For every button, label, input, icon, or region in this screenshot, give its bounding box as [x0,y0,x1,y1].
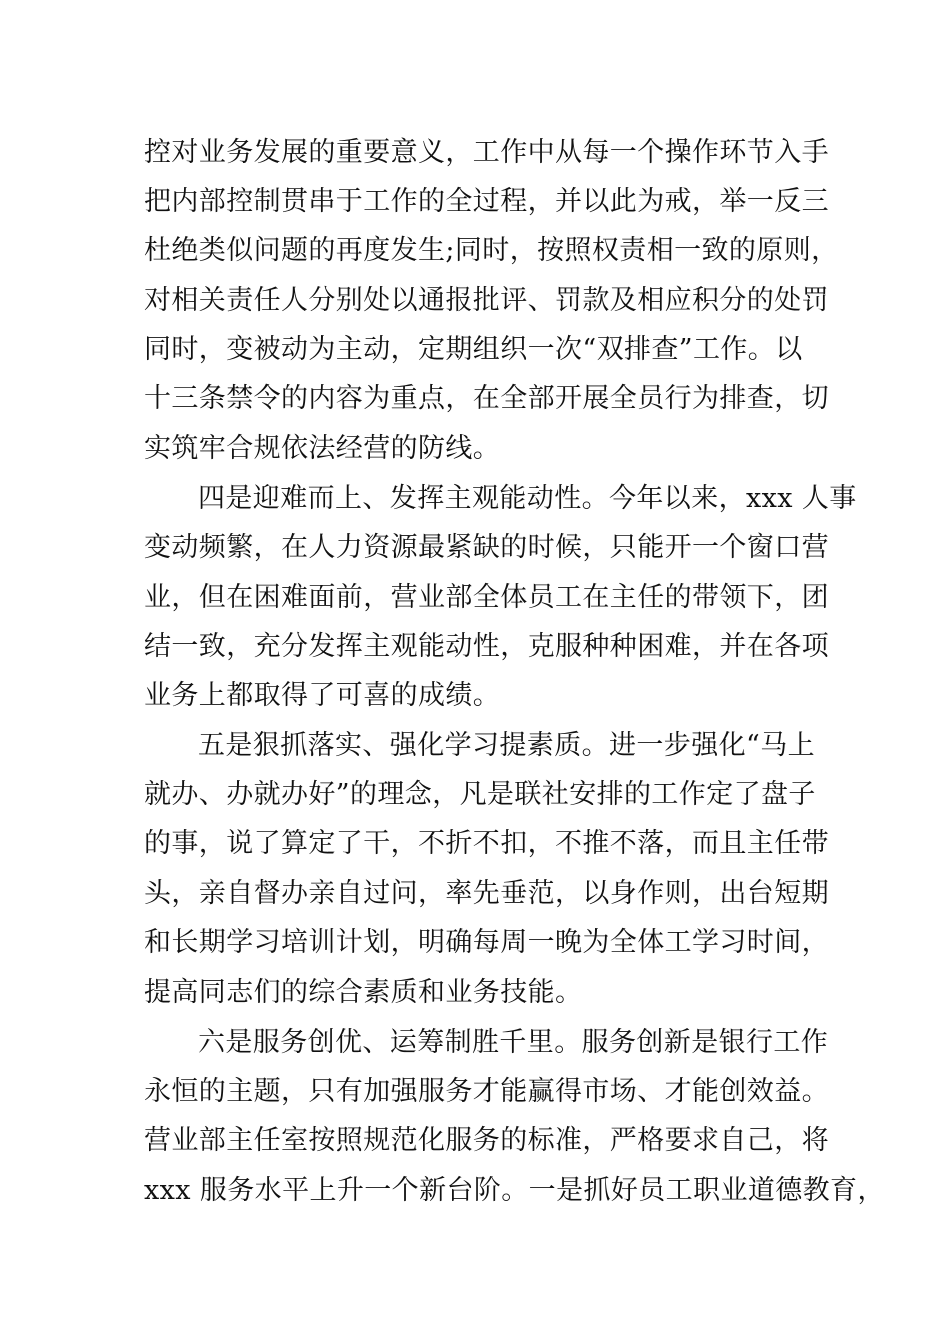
text-line: 的事，说了算定了干，不折不扣，不推不落，而且主任带 [144,828,829,859]
text-line: 控对业务发展的重要意义，工作中从每一个操作环节入手 [144,137,829,168]
text-line: 十三条禁令的内容为重点，在全部开展全员行为排查，切 [144,383,829,414]
text-line: 变动频繁，在人力资源最紧缺的时候，只能开一个窗口营 [144,532,829,563]
text-line: 实筑牢合规依法经营的防线。 [144,433,501,464]
text-line: 就办、办就办好”的理念，凡是联社安排的工作定了盘子 [144,779,816,810]
text-line: 结一致，充分发挥主观能动性，克服种种困难，并在各项 [144,631,829,662]
paragraph-start-line: 六是服务创优、运筹制胜千里。服务创新是银行工作 [198,1027,829,1058]
text-line: 和长期学习培训计划，明确每周一晚为全体工学习时间， [144,927,829,958]
text-line: 同时，变被动为主动，定期组织一次“双排查”工作。以 [144,334,803,365]
text-line: 头，亲自督办亲自过问，率先垂范，以身作则，出台短期 [144,878,829,909]
text-line: 对相关责任人分别处以通报批评、罚款及相应积分的处罚 [144,285,829,316]
text-line: 业，但在困难面前，营业部全体员工在主任的带领下，团 [144,582,829,613]
text-line: 永恒的主题，只有加强服务才能赢得市场、才能创效益。 [144,1076,829,1107]
text-line: 杜绝类似问题的再度发生;同时，按照权责相一致的原则， [144,235,839,266]
paragraph-start-line: 四是迎难而上、发挥主观能动性。今年以来，xxx 人事 [198,483,857,514]
text-line: 把内部控制贯串于工作的全过程，并以此为戒，举一反三 [144,186,829,217]
paragraph-start-line: 五是狠抓落实、强化学习提素质。进一步强化“马上 [198,730,816,761]
text-line: xxx 服务水平上升一个新台阶。一是抓好员工职业道德教育， [144,1175,885,1206]
text-line: 业务上都取得了可喜的成绩。 [144,680,501,711]
text-line: 营业部主任室按照规范化服务的标准，严格要求自己，将 [144,1125,829,1156]
text-line: 提高同志们的综合素质和业务技能。 [144,977,583,1008]
